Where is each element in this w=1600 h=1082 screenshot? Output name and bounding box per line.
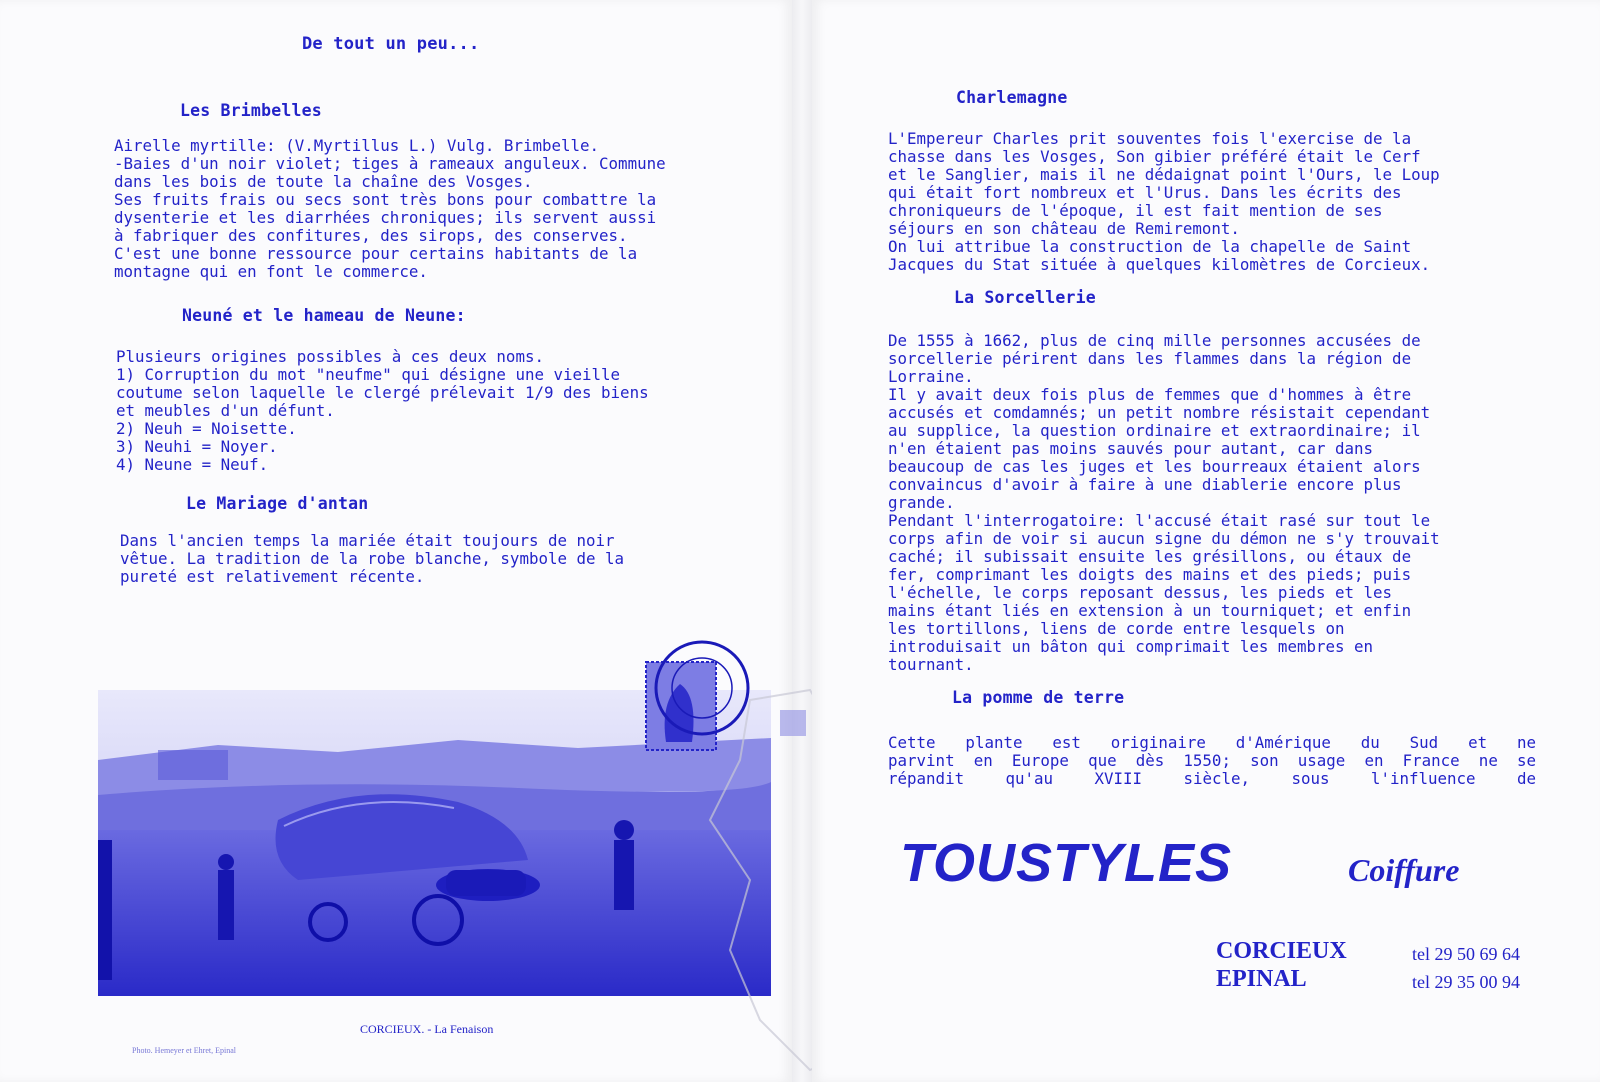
ad-city-corcieux: CORCIEUX [1216,938,1347,964]
section-body-sorcellerie: De 1555 à 1662, plus de cinq mille personnes accusées de sorcellerie périrent dans les flammes dans la région de Lorraine. Il y avait deux fois plus de femmes que d'hommes à être accusés et comdamnés; un petit nombre résistait cependant au supplice, la question ordinaire et extraordinaire; il n'en étaient pas moins sauvés pour autant, car dans beaucoup de cas les juges et les bourreaux étaient alors convaincus d'avoir à faire à une diablerie encore plus grande. Pendant l'interrogatoire: l'accusé était rasé sur tout le corps afin de voir si aucun signe du démon ne s'y trouvait caché; il subissait ensuite les grésillons, ou étaux de fer, comprimant les doigts des mains et des pieds; puis l'échelle, le corps reposant dessus, les pieds et les mains étant liés en extension à un tourniquet; et enfin les tortillons, liens de corde entre lesquels on introduisait un bâton qui comprimait les membres en tournant. [888,331,1440,674]
ad-phone-2: tel 29 35 00 94 [1412,972,1520,992]
page-title: De tout un peu... [302,34,480,54]
section-body-charlemagne: L'Empereur Charles prit souventes fois l'exercise de la chasse dans les Vosges, Son gibier préféré était le Cerf et le Sanglier, mais il ne dédaignat point l'Ours, le Loup qui était fort nombreux et l'Urus. Dans les écrits des chroniqueurs de l'époque, il est fait mention de ses séjours en son château de Remiremont. On lui attribue la construction de la chapelle de Saint Jacques du Stat située à quelques kilomètres de Corcieux. [888,129,1440,274]
section-heading-charlemagne: Charlemagne [956,88,1068,107]
section-heading-mariage: Le Mariage d'antan [186,494,369,513]
ad-tagline: Coiffure [1348,852,1460,888]
section-heading-brimbelles: Les Brimbelles [180,101,322,120]
ad-city-epinal: EPINAL [1216,966,1307,992]
section-body-mariage: Dans l'ancien temps la mariée était toujours de noir vêtue. La tradition de la robe blanche, symbole de la pureté est relativement récente. [120,531,625,586]
section-heading-sorcellerie: La Sorcellerie [954,288,1096,307]
ad-brand-logo: TOUSTYLES [900,833,1233,893]
ad-phone-1: tel 29 50 69 64 [1412,944,1520,964]
right-page [812,0,1600,1082]
section-body-neune: Plusieurs origines possibles à ces deux noms. 1) Corruption du mot "neufme" qui désigne une vieille coutume selon laquelle le clergé prélevait 1/9 des biens et meubles d'un défunt. 2) Neuh = Noisette. 3) Neuhi = Noyer. 4) Neune = Neuf. [116,347,649,474]
show-through-text [77,589,100,670]
section-body-brimbelles: Airelle myrtille: (V.Myrtillus L.) Vulg. Brimbelle. -Baies d'un noir violet; tiges à rameaux anguleux. Commune dans les bois de toute la chaîne des Vosges. Ses fruits frais ou secs sont très bons pour combattre la dysenterie et les diarrhées chroniques; ils servent aussi à fabriquer des confitures, des sirops, des conserves. C'est une bonne ressource pour certains habitants de la montagne qui en font le commerce. [114,136,666,281]
section-heading-neune: Neuné et le hameau de Neune: [182,306,466,325]
section-heading-pomme-de-terre: La pomme de terre [952,688,1125,707]
photo-caption: CORCIEUX. - La Fenaison [360,1022,494,1036]
left-page [0,0,792,1082]
section-body-pomme-de-terre: Cette plante est originaire d'Amérique du Sud et ne parvint en Europe que dès 1550; son usage en France ne se répandit qu'au XVIII siècle, sous l'influence de [888,733,1536,788]
photo-credit: Photo. Hemeyer et Ehret, Epinal [132,1046,236,1055]
